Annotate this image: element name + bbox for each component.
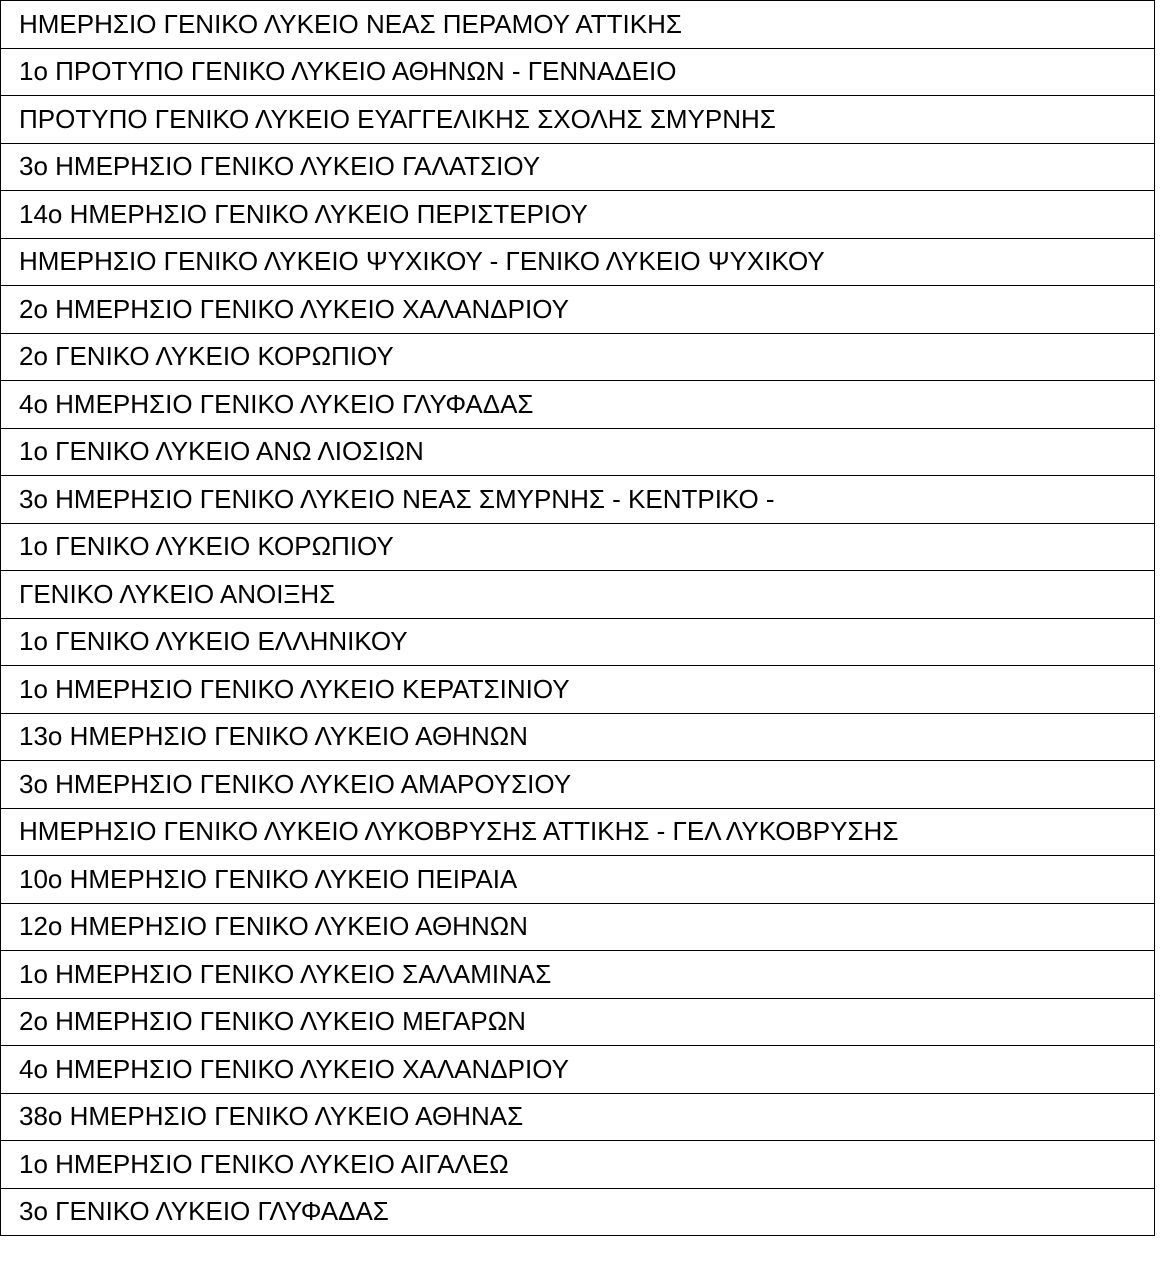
table-row — [1, 476, 1155, 524]
table-row — [1, 523, 1155, 571]
school-name-cell: 1ο ΓΕΝΙΚΟ ΛΥΚΕΙΟ ΑΝΩ ΛΙΟΣΙΩΝ — [1, 428, 1155, 476]
school-name-cell: 1ο ΗΜΕΡΗΣΙΟ ΓΕΝΙΚΟ ΛΥΚΕΙΟ ΑΙΓΑΛΕΩ — [1, 1141, 1155, 1189]
school-name-cell: 4ο ΗΜΕΡΗΣΙΟ ΓΕΝΙΚΟ ΛΥΚΕΙΟ ΓΛΥΦΑΔΑΣ — [1, 381, 1155, 429]
school-name-cell: 3ο ΗΜΕΡΗΣΙΟ ΓΕΝΙΚΟ ΛΥΚΕΙΟ ΝΕΑΣ ΣΜΥΡΝΗΣ - ΚΕΝΤΡΙΚΟ - — [1, 476, 1155, 524]
table-row — [1, 1141, 1155, 1189]
school-name-cell: 1ο ΠΡΟΤΥΠΟ ΓΕΝΙΚΟ ΛΥΚΕΙΟ ΑΘΗΝΩΝ - ΓΕΝΝΑΔΕΙΟ — [1, 48, 1155, 96]
school-name-cell: 3ο ΓΕΝΙΚΟ ΛΥΚΕΙΟ ΓΛΥΦΑΔΑΣ — [1, 1188, 1155, 1236]
school-name-cell: 1ο ΓΕΝΙΚΟ ΛΥΚΕΙΟ ΕΛΛΗΝΙΚΟΥ — [1, 618, 1155, 666]
school-name-cell: 38ο ΗΜΕΡΗΣΙΟ ΓΕΝΙΚΟ ΛΥΚΕΙΟ ΑΘΗΝΑΣ — [1, 1093, 1155, 1141]
table-row — [1, 808, 1155, 856]
table-row — [1, 48, 1155, 96]
school-name-cell: 1ο ΗΜΕΡΗΣΙΟ ΓΕΝΙΚΟ ΛΥΚΕΙΟ ΣΑΛΑΜΙΝΑΣ — [1, 951, 1155, 999]
table-row — [1, 1, 1155, 49]
school-name-cell: 13ο ΗΜΕΡΗΣΙΟ ΓΕΝΙΚΟ ΛΥΚΕΙΟ ΑΘΗΝΩΝ — [1, 713, 1155, 761]
school-name-cell: 3ο ΗΜΕΡΗΣΙΟ ΓΕΝΙΚΟ ΛΥΚΕΙΟ ΓΑΛΑΤΣΙΟΥ — [1, 143, 1155, 191]
school-name-cell: 10ο ΗΜΕΡΗΣΙΟ ΓΕΝΙΚΟ ΛΥΚΕΙΟ ΠΕΙΡΑΙΑ — [1, 856, 1155, 904]
school-name-cell: ΗΜΕΡΗΣΙΟ ΓΕΝΙΚΟ ΛΥΚΕΙΟ ΝΕΑΣ ΠΕΡΑΜΟΥ ΑΤΤΙΚΗΣ — [1, 1, 1155, 49]
table-row — [1, 951, 1155, 999]
table-row — [1, 286, 1155, 334]
table-row — [1, 96, 1155, 144]
table-row — [1, 713, 1155, 761]
school-name-cell: 2ο ΓΕΝΙΚΟ ΛΥΚΕΙΟ ΚΟΡΩΠΙΟΥ — [1, 333, 1155, 381]
school-name-cell: 14ο ΗΜΕΡΗΣΙΟ ΓΕΝΙΚΟ ΛΥΚΕΙΟ ΠΕΡΙΣΤΕΡΙΟΥ — [1, 191, 1155, 239]
table-row — [1, 1093, 1155, 1141]
school-list-body — [1, 1, 1155, 1236]
table-row — [1, 903, 1155, 951]
table-row — [1, 238, 1155, 286]
table-row — [1, 381, 1155, 429]
school-name-cell: ΠΡΟΤΥΠΟ ΓΕΝΙΚΟ ΛΥΚΕΙΟ ΕΥΑΓΓΕΛΙΚΗΣ ΣΧΟΛΗΣ ΣΜΥΡΝΗΣ — [1, 96, 1155, 144]
school-name-cell: 3ο ΗΜΕΡΗΣΙΟ ΓΕΝΙΚΟ ΛΥΚΕΙΟ ΑΜΑΡΟΥΣΙΟΥ — [1, 761, 1155, 809]
table-row — [1, 428, 1155, 476]
school-name-cell: 4ο ΗΜΕΡΗΣΙΟ ΓΕΝΙΚΟ ΛΥΚΕΙΟ ΧΑΛΑΝΔΡΙΟΥ — [1, 1046, 1155, 1094]
school-name-cell: ΗΜΕΡΗΣΙΟ ΓΕΝΙΚΟ ΛΥΚΕΙΟ ΛΥΚΟΒΡΥΣΗΣ ΑΤΤΙΚΗΣ - ΓΕΛ ΛΥΚΟΒΡΥΣΗΣ — [1, 808, 1155, 856]
table-row — [1, 1046, 1155, 1094]
school-name-cell: 1ο ΗΜΕΡΗΣΙΟ ΓΕΝΙΚΟ ΛΥΚΕΙΟ ΚΕΡΑΤΣΙΝΙΟΥ — [1, 666, 1155, 714]
school-name-cell: ΓΕΝΙΚΟ ΛΥΚΕΙΟ ΑΝΟΙΞΗΣ — [1, 571, 1155, 619]
table-row — [1, 1188, 1155, 1236]
table-row — [1, 618, 1155, 666]
table-row — [1, 191, 1155, 239]
table-row — [1, 143, 1155, 191]
table-row — [1, 333, 1155, 381]
table-row — [1, 571, 1155, 619]
table-row — [1, 761, 1155, 809]
school-name-cell: 1ο ΓΕΝΙΚΟ ΛΥΚΕΙΟ ΚΟΡΩΠΙΟΥ — [1, 523, 1155, 571]
school-name-cell: 12ο ΗΜΕΡΗΣΙΟ ΓΕΝΙΚΟ ΛΥΚΕΙΟ ΑΘΗΝΩΝ — [1, 903, 1155, 951]
school-name-cell: 2ο ΗΜΕΡΗΣΙΟ ΓΕΝΙΚΟ ΛΥΚΕΙΟ ΧΑΛΑΝΔΡΙΟΥ — [1, 286, 1155, 334]
table-row — [1, 856, 1155, 904]
table-row — [1, 998, 1155, 1046]
school-name-cell: 2ο ΗΜΕΡΗΣΙΟ ΓΕΝΙΚΟ ΛΥΚΕΙΟ ΜΕΓΑΡΩΝ — [1, 998, 1155, 1046]
school-name-cell: ΗΜΕΡΗΣΙΟ ΓΕΝΙΚΟ ΛΥΚΕΙΟ ΨΥΧΙΚΟΥ - ΓΕΝΙΚΟ ΛΥΚΕΙΟ ΨΥΧΙΚΟΥ — [1, 238, 1155, 286]
table-row — [1, 666, 1155, 714]
